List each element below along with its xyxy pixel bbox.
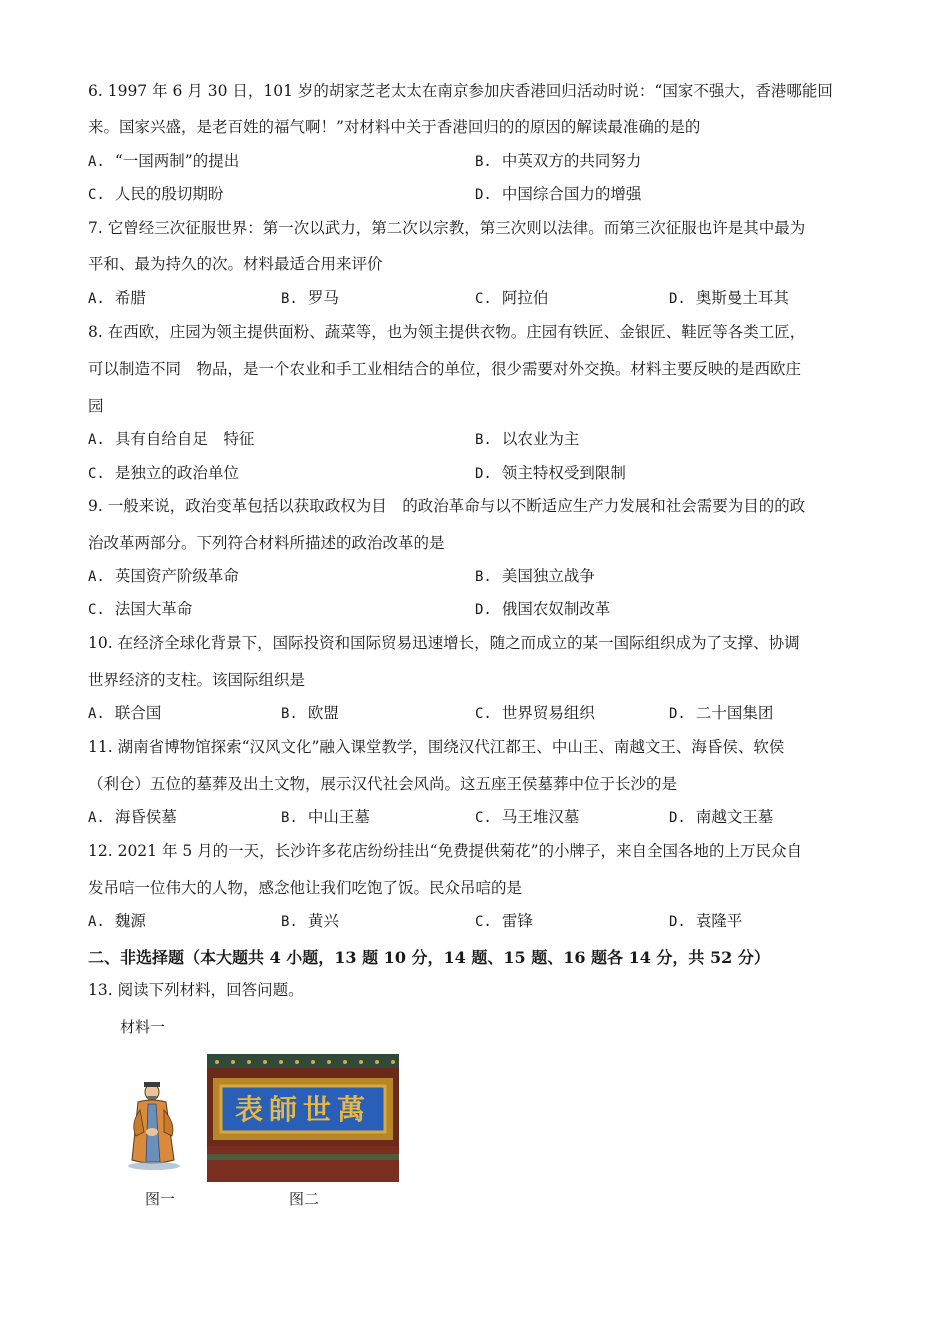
- q6-option-b[interactable]: B. 中英双方的共同努力: [475, 152, 642, 170]
- q8-option-d[interactable]: D. 领主特权受到限制: [475, 464, 626, 482]
- fig1-caption: 图一: [145, 1190, 176, 1208]
- q11-option-a[interactable]: A. 海昏侯墓: [88, 808, 177, 826]
- q7-option-d[interactable]: D. 奥斯曼土耳其: [669, 289, 789, 307]
- q11-option-d[interactable]: D. 南越文王墓: [669, 808, 774, 826]
- q6-stem-line2: 来。国家兴盛，是老百姓的福气啊！”对材料中关于香港回归的的原因的解读最准确的是的: [88, 118, 701, 136]
- q6-stem-line1: 6. 1997 年 6 月 30 日，101 岁的胡家芝老太太在南京参加庆香港回归活动时说：“国家不强大，香港哪能回: [88, 82, 833, 100]
- q10-stem-line2: 世界经济的支柱。该国际组织是: [88, 671, 306, 689]
- q12-option-b[interactable]: B. 黄兴: [281, 912, 339, 930]
- q12-option-a[interactable]: A. 魏源: [88, 912, 146, 930]
- q9-option-d[interactable]: D. 俄国农奴制改革: [475, 600, 611, 618]
- q12-stem-line1: 12. 2021 年 5 月的一天，长沙许多花店纷纷挂出“免费提供菊花”的小牌子，来自全国各地的上万民众自: [88, 842, 803, 860]
- q9-option-b[interactable]: B. 美国独立战争: [475, 567, 595, 585]
- plaque-photo: [207, 1054, 399, 1182]
- q7-stem-line1: 7. 它曾经三次征服世界：第一次以武力，第二次以宗教，第三次则以法律。而第三次征服也许是其中最为: [88, 219, 806, 237]
- q8-stem-line3: 园: [88, 397, 104, 415]
- plaque-text: 萬世師表: [234, 1093, 371, 1126]
- q11-option-c[interactable]: C. 马王堆汉墓: [475, 808, 580, 826]
- q9-stem-line1: 9. 一般来说，政治变革包括以获取政权为目 的政治革命与以不断适应生产力发展和社会需要为目的的政: [88, 497, 806, 515]
- q6-option-d[interactable]: D. 中国综合国力的增强: [475, 185, 642, 203]
- q10-stem-line1: 10. 在经济全球化背景下，国际投资和国际贸易迅速增长，随之而成立的某一国际组织成为了支撑、协调: [88, 634, 800, 652]
- q6-option-a[interactable]: A. “一国两制”的提出: [88, 152, 240, 170]
- q6-option-c[interactable]: C. 人民的殷切期盼: [88, 185, 224, 203]
- q7-option-c[interactable]: C. 阿拉伯: [475, 289, 549, 307]
- q10-option-d[interactable]: D. 二十国集团: [669, 704, 774, 722]
- q9-option-a[interactable]: A. 英国资产阶级革命: [88, 567, 239, 585]
- fig2-caption: 图二: [289, 1190, 320, 1208]
- q10-option-b[interactable]: B. 欧盟: [281, 704, 339, 722]
- q11-stem-line2: （利仓）五位的墓葬及出土文物，展示汉代社会风尚。这五座王侯墓葬中位于长沙的是: [88, 775, 678, 793]
- q9-stem-line2: 治改革两部分。下列符合材料所描述的政治改革的是: [88, 534, 445, 552]
- q8-option-c[interactable]: C. 是独立的政治单位: [88, 464, 239, 482]
- q12-stem-line2: 发吊唁一位伟大的人物，感念他让我们吃饱了饭。民众吊唁的是: [88, 879, 523, 897]
- q12-option-c[interactable]: C. 雷锋: [475, 912, 533, 930]
- q8-option-a[interactable]: A. 具有自给自足 特征: [88, 430, 255, 448]
- q11-stem-line1: 11. 湖南省博物馆探索“汉风文化”融入课堂教学，围绕汉代江都王、中山王、南越文王、海昏侯、软侯: [88, 738, 785, 756]
- confucius-figure: [122, 1080, 190, 1172]
- material-label: 材料一: [120, 1018, 166, 1036]
- q13-stem: 13. 阅读下列材料，回答问题。: [88, 981, 304, 999]
- q10-option-c[interactable]: C. 世界贸易组织: [475, 704, 595, 722]
- q8-stem-line2: 可以制造不同 物品，是一个农业和手工业相结合的单位，很少需要对外交换。材料主要反映的是西欧庄: [88, 360, 802, 378]
- q10-option-a[interactable]: A. 联合国: [88, 704, 162, 722]
- q8-option-b[interactable]: B. 以农业为主: [475, 430, 580, 448]
- q7-option-a[interactable]: A. 希腊: [88, 289, 146, 307]
- q7-option-b[interactable]: B. 罗马: [281, 289, 339, 307]
- q8-stem-line1: 8. 在西欧，庄园为领主提供面粉、蔬菜等，也为领主提供衣物。庄园有铁匠、金银匠、鞋匠等各类工匠，: [88, 323, 806, 341]
- q12-option-d[interactable]: D. 袁隆平: [669, 912, 743, 930]
- q9-option-c[interactable]: C. 法国大革命: [88, 600, 193, 618]
- q11-option-b[interactable]: B. 中山王墓: [281, 808, 370, 826]
- q7-stem-line2: 平和、最为持久的次。材料最适合用来评价: [88, 255, 383, 273]
- section-heading: 二、非选择题（本大题共 4 小题，13 题 10 分，14 题、15 题、16 题各 14 分，共 52 分）: [88, 948, 770, 967]
